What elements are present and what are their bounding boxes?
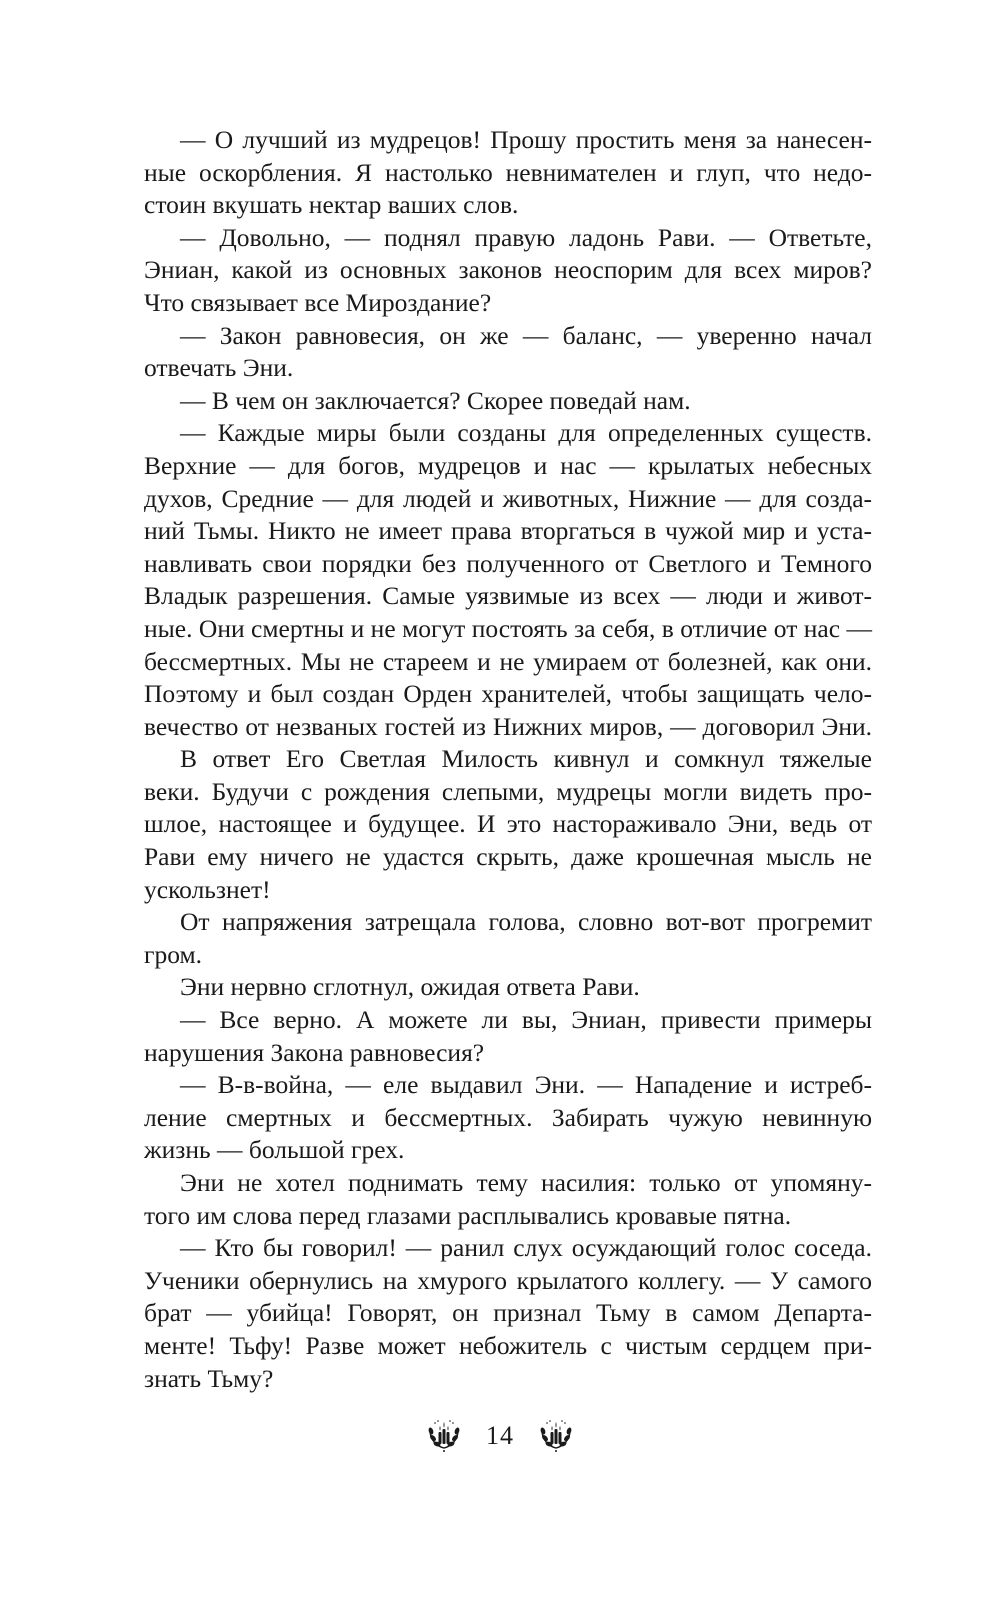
text-line: шлое, настоящее и будущее. И это настораживало Эни, ведь от — [144, 809, 872, 839]
laurel-candle-ornament-icon — [536, 1418, 576, 1454]
text-line: менте! Тьфу! Разве может небожитель с чистым сердцем при- — [144, 1330, 872, 1360]
text-line: — Все верно. А можете ли вы, Эниан, привести примеры — [180, 1005, 872, 1035]
text-line: — Закон равновесия, он же — баланс, — уверенно начал — [180, 320, 872, 350]
text-line: — Кто бы говорил! — ранил слух осуждающий голос соседа. — [180, 1233, 872, 1263]
text-line: Владык разрешения. Самые уязвимые из всех — люди и живот- — [144, 581, 872, 611]
text-line: навливать свои порядки без полученного от Светлого и Темного — [144, 548, 872, 578]
page-body — [144, 124, 872, 1395]
text-line: знать Тьму? — [144, 1363, 274, 1393]
text-line: От напряжения затрещала голова, словно вот-вот прогремит — [180, 907, 872, 937]
text-line: ление смертных и бессмертных. Забирать чужую невинную — [144, 1102, 872, 1132]
text-line: — В чем он заключается? Скорее поведай нам. — [180, 385, 691, 415]
text-line: ные оскорбления. Я настолько невнимателен и глуп, что недо- — [144, 157, 872, 187]
text-line: Верхние — для богов, мудрецов и нас — крылатых небесных — [144, 450, 872, 480]
page-footer — [0, 1416, 1000, 1456]
text-line: нарушения Закона равновесия? — [144, 1037, 485, 1067]
text-line: Эни не хотел поднимать тему насилия: только от упомяну- — [180, 1168, 872, 1197]
text-line: В ответ Его Светлая Милость кивнул и сомкнул тяжелые — [180, 744, 872, 774]
text-line: отвечать Эни. — [144, 353, 294, 383]
text-line: ные. Они смертны и не могут постоять за себя, в отличие от нас — — [144, 613, 872, 643]
text-line: — Каждые миры были созданы для определенных существ. — [180, 418, 872, 448]
text-line: — В-в-война, — еле выдавил Эни. — Нападение и истреб- — [180, 1070, 872, 1100]
text-line: духов, Средние — для людей и животных, Нижние — для созда- — [144, 483, 872, 513]
text-line: Что связывает все Мироздание? — [144, 287, 492, 317]
text-line: стоин вкушать нектар ваших слов. — [144, 190, 519, 220]
text-line: Ученики обернулись на хмурого крылатого коллегу. — У самого — [144, 1265, 872, 1295]
text-line: Поэтому и был создан Орден хранителей, чтобы защищать чело- — [144, 679, 872, 709]
text-line: брат — убийца! Говорят, он признал Тьму в самом Департа- — [144, 1298, 872, 1328]
text-line: Рави ему ничего не удастся скрыть, даже крошечная мысль не — [144, 842, 872, 872]
text-line: ний Тьмы. Никто не имеет права вторгаться в чужой мир и уста- — [144, 516, 872, 546]
text-line: жизнь — большой грех. — [144, 1135, 405, 1165]
text-line: Эни нервно сглотнул, ожидая ответа Рави. — [180, 972, 640, 1002]
text-line: веки. Будучи с рождения слепыми, мудрецы могли видеть про- — [144, 776, 872, 806]
text-line: гром. — [144, 939, 202, 969]
text-line: того им слова перед глазами расплывались кровавые пятна. — [144, 1200, 792, 1230]
laurel-candle-ornament-icon — [424, 1418, 464, 1454]
page-number: 14 — [486, 1421, 514, 1450]
text-line: вечество от незваных гостей из Нижних миров, — договорил Эни. — [144, 711, 872, 741]
text-line: Эниан, какой из основных законов неоспорим для всех миров? — [144, 255, 872, 285]
text-line: — Довольно, — поднял правую ладонь Рави. — Ответьте, — [180, 222, 872, 252]
text-line: — О лучший из мудрецов! Прошу простить меня за нанесен- — [180, 125, 872, 154]
text-line: бессмертных. Мы не стареем и не умираем от болезней, как они. — [144, 646, 872, 676]
text-line: ускользнет! — [144, 874, 271, 904]
